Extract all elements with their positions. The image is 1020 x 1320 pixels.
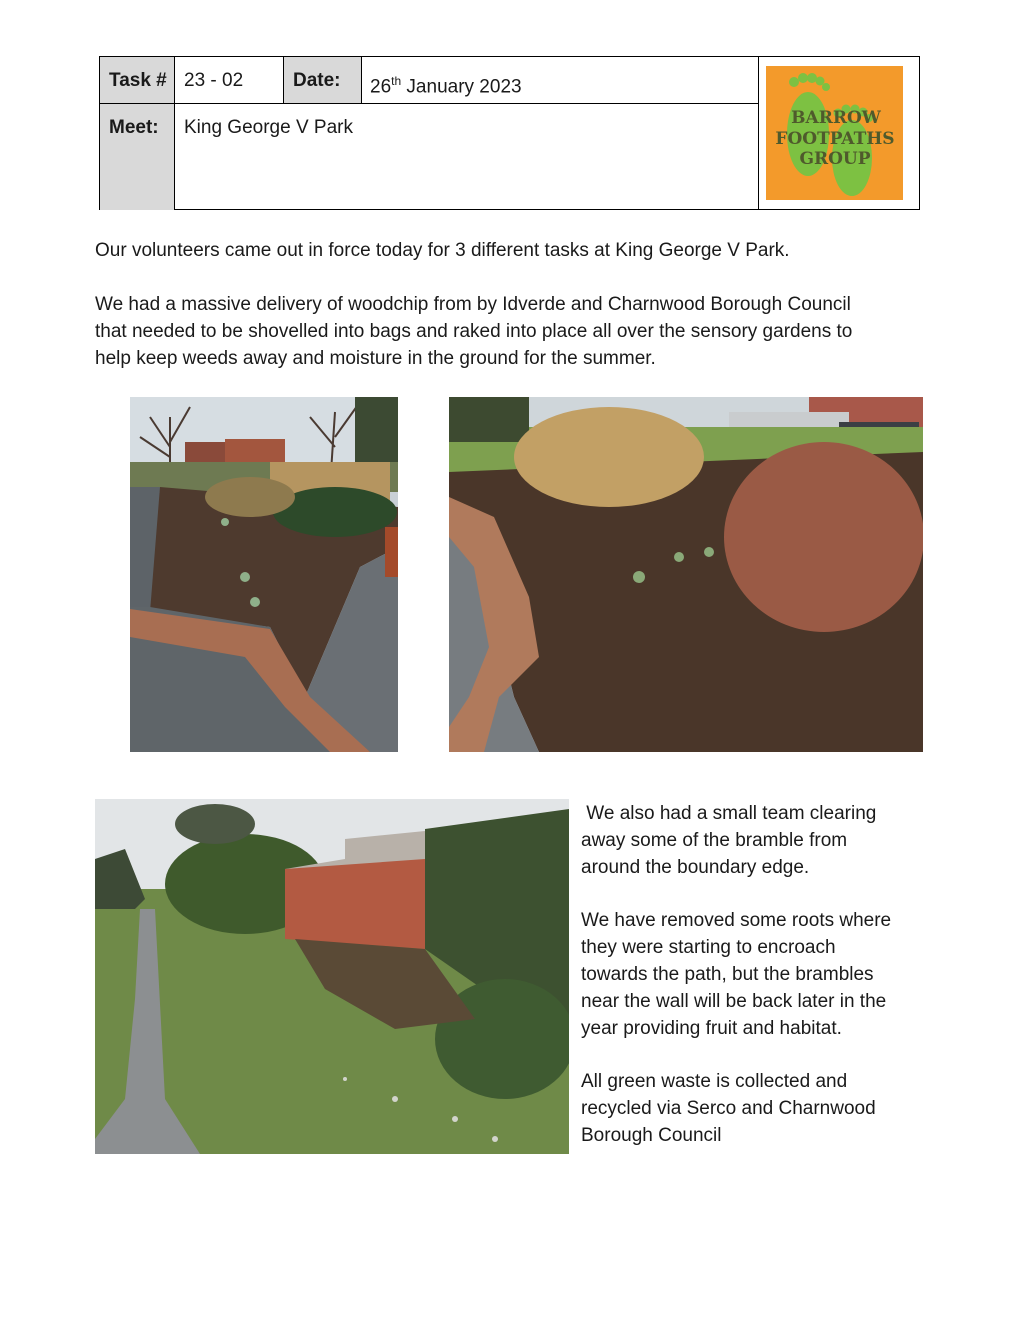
green-waste-paragraph	[581, 1068, 876, 1149]
meet-label: Meet:	[109, 117, 159, 138]
task-value-cell	[175, 57, 284, 104]
green-waste-line: recycled via Serco and Charnwood	[581, 1098, 876, 1119]
date-label: Date:	[293, 70, 341, 91]
intro-paragraph: Our volunteers came out in force today for 3 different tasks at King George V Park.	[95, 240, 790, 261]
roots-line: they were starting to encroach	[581, 937, 836, 958]
photo-sensory-garden-bed-landscape	[449, 397, 923, 752]
meet-label-cell	[100, 104, 175, 210]
roots-paragraph	[581, 907, 891, 1042]
woodchip-line: that needed to be shovelled into bags and raked into place all over the sensory gardens to	[95, 321, 853, 342]
meet-location: King George V Park	[184, 117, 353, 138]
woodchip-paragraph	[95, 291, 852, 372]
barrow-footpaths-group-logo	[766, 66, 903, 200]
woodchip-line: help keep weeds away and moisture in the ground for the summer.	[95, 348, 656, 369]
date-label-cell	[284, 57, 362, 104]
woodchip-line: We had a massive delivery of woodchip from by Idverde and Charnwood Borough Council	[95, 294, 851, 315]
logo-line-1: BARROW	[791, 108, 881, 128]
date-suffix: th	[391, 74, 402, 88]
photo-boundary-wall-bramble-clearing	[95, 799, 569, 1154]
task-number: 23 - 02	[184, 70, 244, 91]
task-header-table	[99, 56, 920, 210]
photo-sensory-garden-bed-portrait	[130, 397, 398, 752]
logo-line-2: FOOTPATHS	[775, 129, 895, 149]
roots-line: towards the path, but the brambles	[581, 964, 874, 985]
task-label-cell	[100, 57, 175, 104]
task-label: Task #	[109, 70, 167, 91]
date-value-cell	[362, 57, 759, 104]
logo-graphic	[766, 66, 903, 200]
date-day: 26	[370, 76, 392, 98]
roots-line: near the wall will be back later in the	[581, 991, 887, 1012]
roots-line: year providing fruit and habitat.	[581, 1018, 842, 1039]
roots-line: We have removed some roots where	[581, 910, 892, 931]
bramble-line: away some of the bramble from	[581, 830, 848, 851]
meet-value-cell	[175, 104, 759, 210]
bramble-line: around the boundary edge.	[581, 857, 810, 878]
logo-line-3: GROUP	[799, 149, 871, 169]
green-waste-line: Borough Council	[581, 1125, 722, 1146]
green-waste-line: All green waste is collected and	[581, 1071, 848, 1092]
bramble-line: We also had a small team clearing	[581, 803, 877, 824]
date-rest: January 2023	[401, 76, 522, 98]
bramble-paragraph	[581, 800, 876, 881]
